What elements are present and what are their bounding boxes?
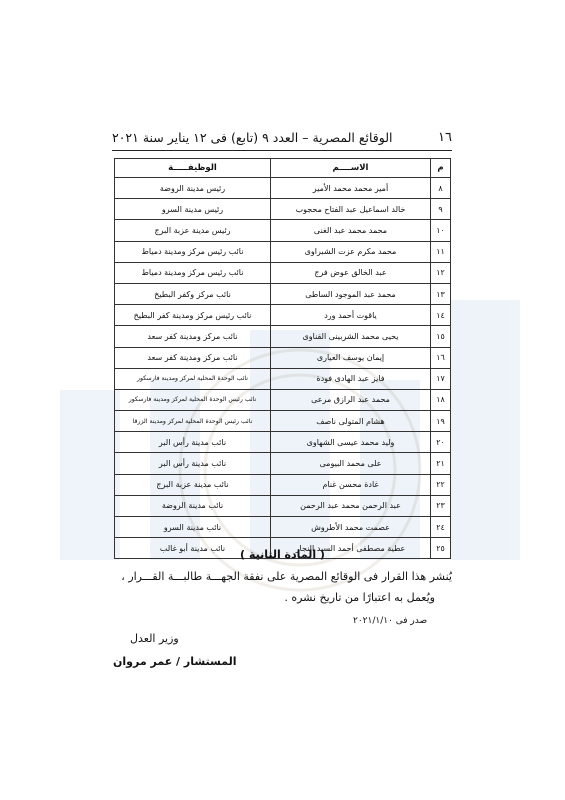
job-title: نائب مدينة السرو: [115, 517, 271, 538]
person-name: محمد مكرم عزت الشبراوى: [271, 241, 431, 262]
job-title: نائب مركز ومدينة كفر سعد: [115, 347, 271, 368]
person-name: وليد محمد عيسى الشهاوى: [271, 432, 431, 453]
job-title: نائب مركز وكفر البطيخ: [115, 283, 271, 304]
person-name: خالد اسماعيل عبد الفتاح محجوب: [271, 199, 431, 220]
person-name: محمد عبد الرازق مرعى: [271, 389, 431, 410]
row-number: ١٧: [431, 368, 451, 389]
table-row: [115, 241, 451, 262]
table-row: [115, 517, 451, 538]
row-number: ٨: [431, 178, 451, 199]
column-header-job: الوظيفـــــة: [115, 159, 271, 178]
person-name: ياقوت أحمد ورد: [271, 305, 431, 326]
table-row: [115, 178, 451, 199]
signer-name: المستشار / عمر مروان: [113, 655, 237, 668]
person-name: عصمت محمد الأطروش: [271, 517, 431, 538]
table-header-row: [115, 159, 451, 178]
job-title: نائب مدينة عزبة البرج: [115, 474, 271, 495]
row-number: ١٣: [431, 283, 451, 304]
table-row: [115, 305, 451, 326]
job-title: نائب رئيس مركز ومدينة كفر البطيخ: [115, 305, 271, 326]
row-number: ٢٥: [431, 538, 451, 559]
table-row: [115, 368, 451, 389]
table-row: [115, 326, 451, 347]
row-number: ١٠: [431, 220, 451, 241]
row-number: ١٨: [431, 389, 451, 410]
minister-title: وزير العدل: [130, 632, 179, 645]
article-text-line-2: ويُعمل به اعتبارًا من تاريخ نشره .: [284, 591, 435, 604]
job-title: نائب رئيس مركز ومدينة دمياط: [115, 241, 271, 262]
column-header-num: م: [431, 159, 451, 178]
job-title: نائب رئيس الوحدة المحلية لمركز ومدينة فارسكور: [115, 389, 271, 410]
person-name: هشام المتولى ناصف: [271, 411, 431, 432]
table-row: [115, 262, 451, 283]
person-name: غادة محسن غنام: [271, 474, 431, 495]
row-number: ٢٣: [431, 495, 451, 516]
job-title: نائب مدينة رأس البر: [115, 432, 271, 453]
row-number: ١٤: [431, 305, 451, 326]
row-number: ٢١: [431, 453, 451, 474]
page-header: [112, 128, 452, 151]
person-name: على محمد البيومى: [271, 453, 431, 474]
job-title: نائب مركز ومدينة كفر سعد: [115, 326, 271, 347]
row-number: ٢٠: [431, 432, 451, 453]
person-name: إيمان يوسف العيارى: [271, 347, 431, 368]
row-number: ١٩: [431, 411, 451, 432]
job-title: رئيس مدينة الروضة: [115, 178, 271, 199]
job-title: نائب رئيس الوحدة المحلية لمركز ومدينة الزرقا: [115, 411, 271, 432]
person-name: يحيى محمد الشربينى القناوى: [271, 326, 431, 347]
column-header-name: الاســــم: [271, 159, 431, 178]
table-body: [115, 178, 451, 559]
person-name: فايز عبد الهادى فودة: [271, 368, 431, 389]
page-number: ١٦: [438, 130, 452, 145]
row-number: ٩: [431, 199, 451, 220]
person-name: أمير محمد محمد الأمير: [271, 178, 431, 199]
job-title: نائب مدينة الروضة: [115, 495, 271, 516]
table-row: [115, 283, 451, 304]
article-title: ( المادة الثانية ): [240, 548, 325, 561]
job-title: رئيس مدينة السرو: [115, 199, 271, 220]
job-title: نائب الوحدة المحلية لمركز ومدينة فارسكور: [115, 368, 271, 389]
person-name: محمد عبد الموجود الساطى: [271, 283, 431, 304]
person-name: محمد محمد عبد الغنى: [271, 220, 431, 241]
table-row: [115, 432, 451, 453]
row-number: ١٥: [431, 326, 451, 347]
appointments-table: [114, 158, 451, 559]
table-row: [115, 220, 451, 241]
row-number: ١١: [431, 241, 451, 262]
table-row: [115, 474, 451, 495]
job-title: رئيس مدينة عزبة البرج: [115, 220, 271, 241]
person-name: عبد الرحمن محمد عبد الرحمن: [271, 495, 431, 516]
person-name: عبد الخالق عوض فرج: [271, 262, 431, 283]
row-number: ٢٤: [431, 517, 451, 538]
table-row: [115, 411, 451, 432]
article-text-line-1: يُنشر هذا القرار فى الوقائع المصرية على نفقة الجهـــة طالبـــة القـــرار ،: [121, 570, 452, 583]
job-title: نائب مدينة رأس البر: [115, 453, 271, 474]
table-row: [115, 389, 451, 410]
row-number: ١٦: [431, 347, 451, 368]
job-title: نائب مدينة أبو غالب: [115, 538, 271, 559]
table-row: [115, 199, 451, 220]
row-number: ٢٢: [431, 474, 451, 495]
table-row: [115, 347, 451, 368]
gazette-title: الوقائع المصرية – العدد ٩ (تابع) فى ١٢ يناير سنة ٢٠٢١: [112, 130, 393, 145]
row-number: ١٢: [431, 262, 451, 283]
person-name: عطية مصطفى أحمد السيد النجار: [271, 538, 431, 559]
table-row: [115, 495, 451, 516]
job-title: نائب رئيس مركز ومدينة دمياط: [115, 262, 271, 283]
issue-date: صدر فى ٢٠٢١/١/١٠: [353, 616, 428, 626]
table-row: [115, 453, 451, 474]
